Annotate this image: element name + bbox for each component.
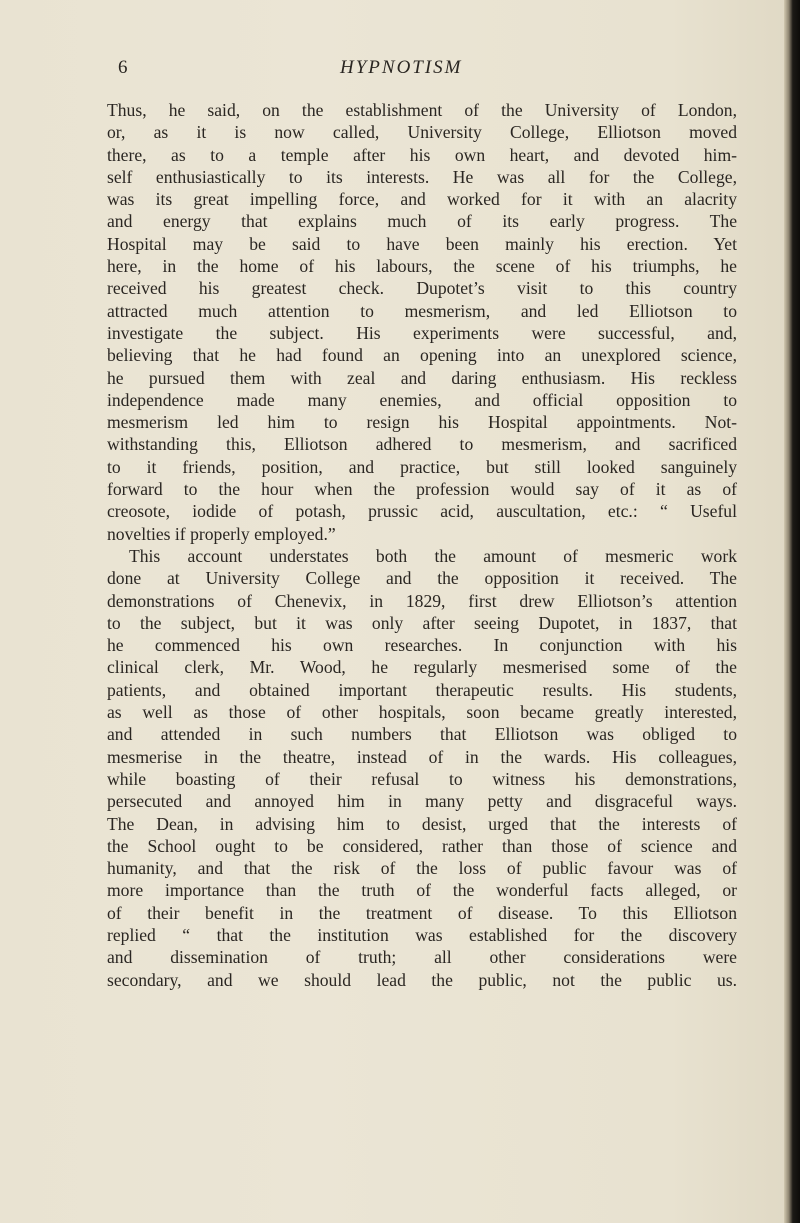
- text-line: The Dean, in advising him to desist, urged that the interests of: [107, 813, 737, 834]
- text-line: to the subject, but it was only after seeing Dupotet, in 1837, that: [107, 612, 737, 633]
- text-line: creosote, iodide of potash, prussic acid, auscultation, etc.: “ Useful: [107, 501, 737, 522]
- text-line: mesmerism led him to resign his Hospital appointments. Not-: [107, 412, 737, 433]
- text-line: withstanding this, Elliotson adhered to mesmerism, and sacrificed: [107, 434, 737, 455]
- text-line: received his greatest check. Dupotet’s visit to this country: [107, 278, 737, 299]
- text-line: mesmerise in the theatre, instead of in the wards. His colleagues,: [107, 746, 737, 767]
- text-line: independence made many enemies, and official opposition to: [107, 389, 737, 410]
- running-head: HYPNOTISM: [340, 57, 463, 78]
- text-line: secondary, and we should lead the public, not the public us.: [107, 969, 737, 990]
- text-line: he commenced his own researches. In conjunction with his: [107, 635, 737, 656]
- text-line: forward to the hour when the profession would say of it as of: [107, 479, 737, 500]
- text-line: attracted much attention to mesmerism, and led Elliotson to: [107, 300, 737, 321]
- text-line: replied “ that the institution was established for the discovery: [107, 924, 737, 945]
- text-line: there, as to a temple after his own heart, and devoted him-: [107, 144, 737, 165]
- text-line: and dissemination of truth; all other considerations were: [107, 947, 737, 968]
- text-line: or, as it is now called, University College, Elliotson moved: [107, 122, 737, 143]
- paragraph-end-line: novelties if properly employed.”: [107, 523, 336, 544]
- text-line: Thus, he said, on the establishment of the University of London,: [107, 100, 737, 120]
- text-line: done at University College and the opposition it received. The: [107, 568, 737, 589]
- text-line: believing that he had found an opening into an unexplored science,: [107, 345, 737, 366]
- paragraph-start-line: This account understates both the amount of mesmeric work: [129, 545, 737, 566]
- text-line: self enthusiastically to its interests. He was all for the College,: [107, 166, 737, 187]
- page-number: 6: [118, 57, 128, 78]
- text-line: demonstrations of Chenevix, in 1829, first drew Elliotson’s attention: [107, 590, 737, 611]
- text-line: the School ought to be considered, rather than those of science and: [107, 835, 737, 856]
- text-line: while boasting of their refusal to witness his demonstrations,: [107, 768, 737, 789]
- text-line: patients, and obtained important therapeutic results. His students,: [107, 679, 737, 700]
- page-header: [0, 57, 786, 83]
- text-line: was its great impelling force, and worked for it with an alacrity: [107, 189, 737, 210]
- text-line: Hospital may be said to have been mainly his erection. Yet: [107, 233, 737, 254]
- text-line: and energy that explains much of its early progress. The: [107, 211, 737, 232]
- book-binding-edge: [784, 0, 800, 1223]
- text-line: of their benefit in the treatment of disease. To this Elliotson: [107, 902, 737, 923]
- text-line: and attended in such numbers that Elliotson was obliged to: [107, 724, 737, 745]
- text-line: persecuted and annoyed him in many petty and disgraceful ways.: [107, 791, 737, 812]
- text-line: investigate the subject. His experiments were successful, and,: [107, 322, 737, 343]
- text-line: as well as those of other hospitals, soon became greatly interested,: [107, 702, 737, 723]
- text-line: he pursued them with zeal and daring enthusiasm. His reckless: [107, 367, 737, 388]
- body-text: [107, 99, 737, 991]
- text-line: clinical clerk, Mr. Wood, he regularly mesmerised some of the: [107, 657, 737, 678]
- text-line: more importance than the truth of the wonderful facts alleged, or: [107, 880, 737, 901]
- text-line: to it friends, position, and practice, but still looked sanguinely: [107, 456, 737, 477]
- text-line: here, in the home of his labours, the scene of his triumphs, he: [107, 256, 737, 277]
- text-line: humanity, and that the risk of the loss of public favour was of: [107, 858, 737, 879]
